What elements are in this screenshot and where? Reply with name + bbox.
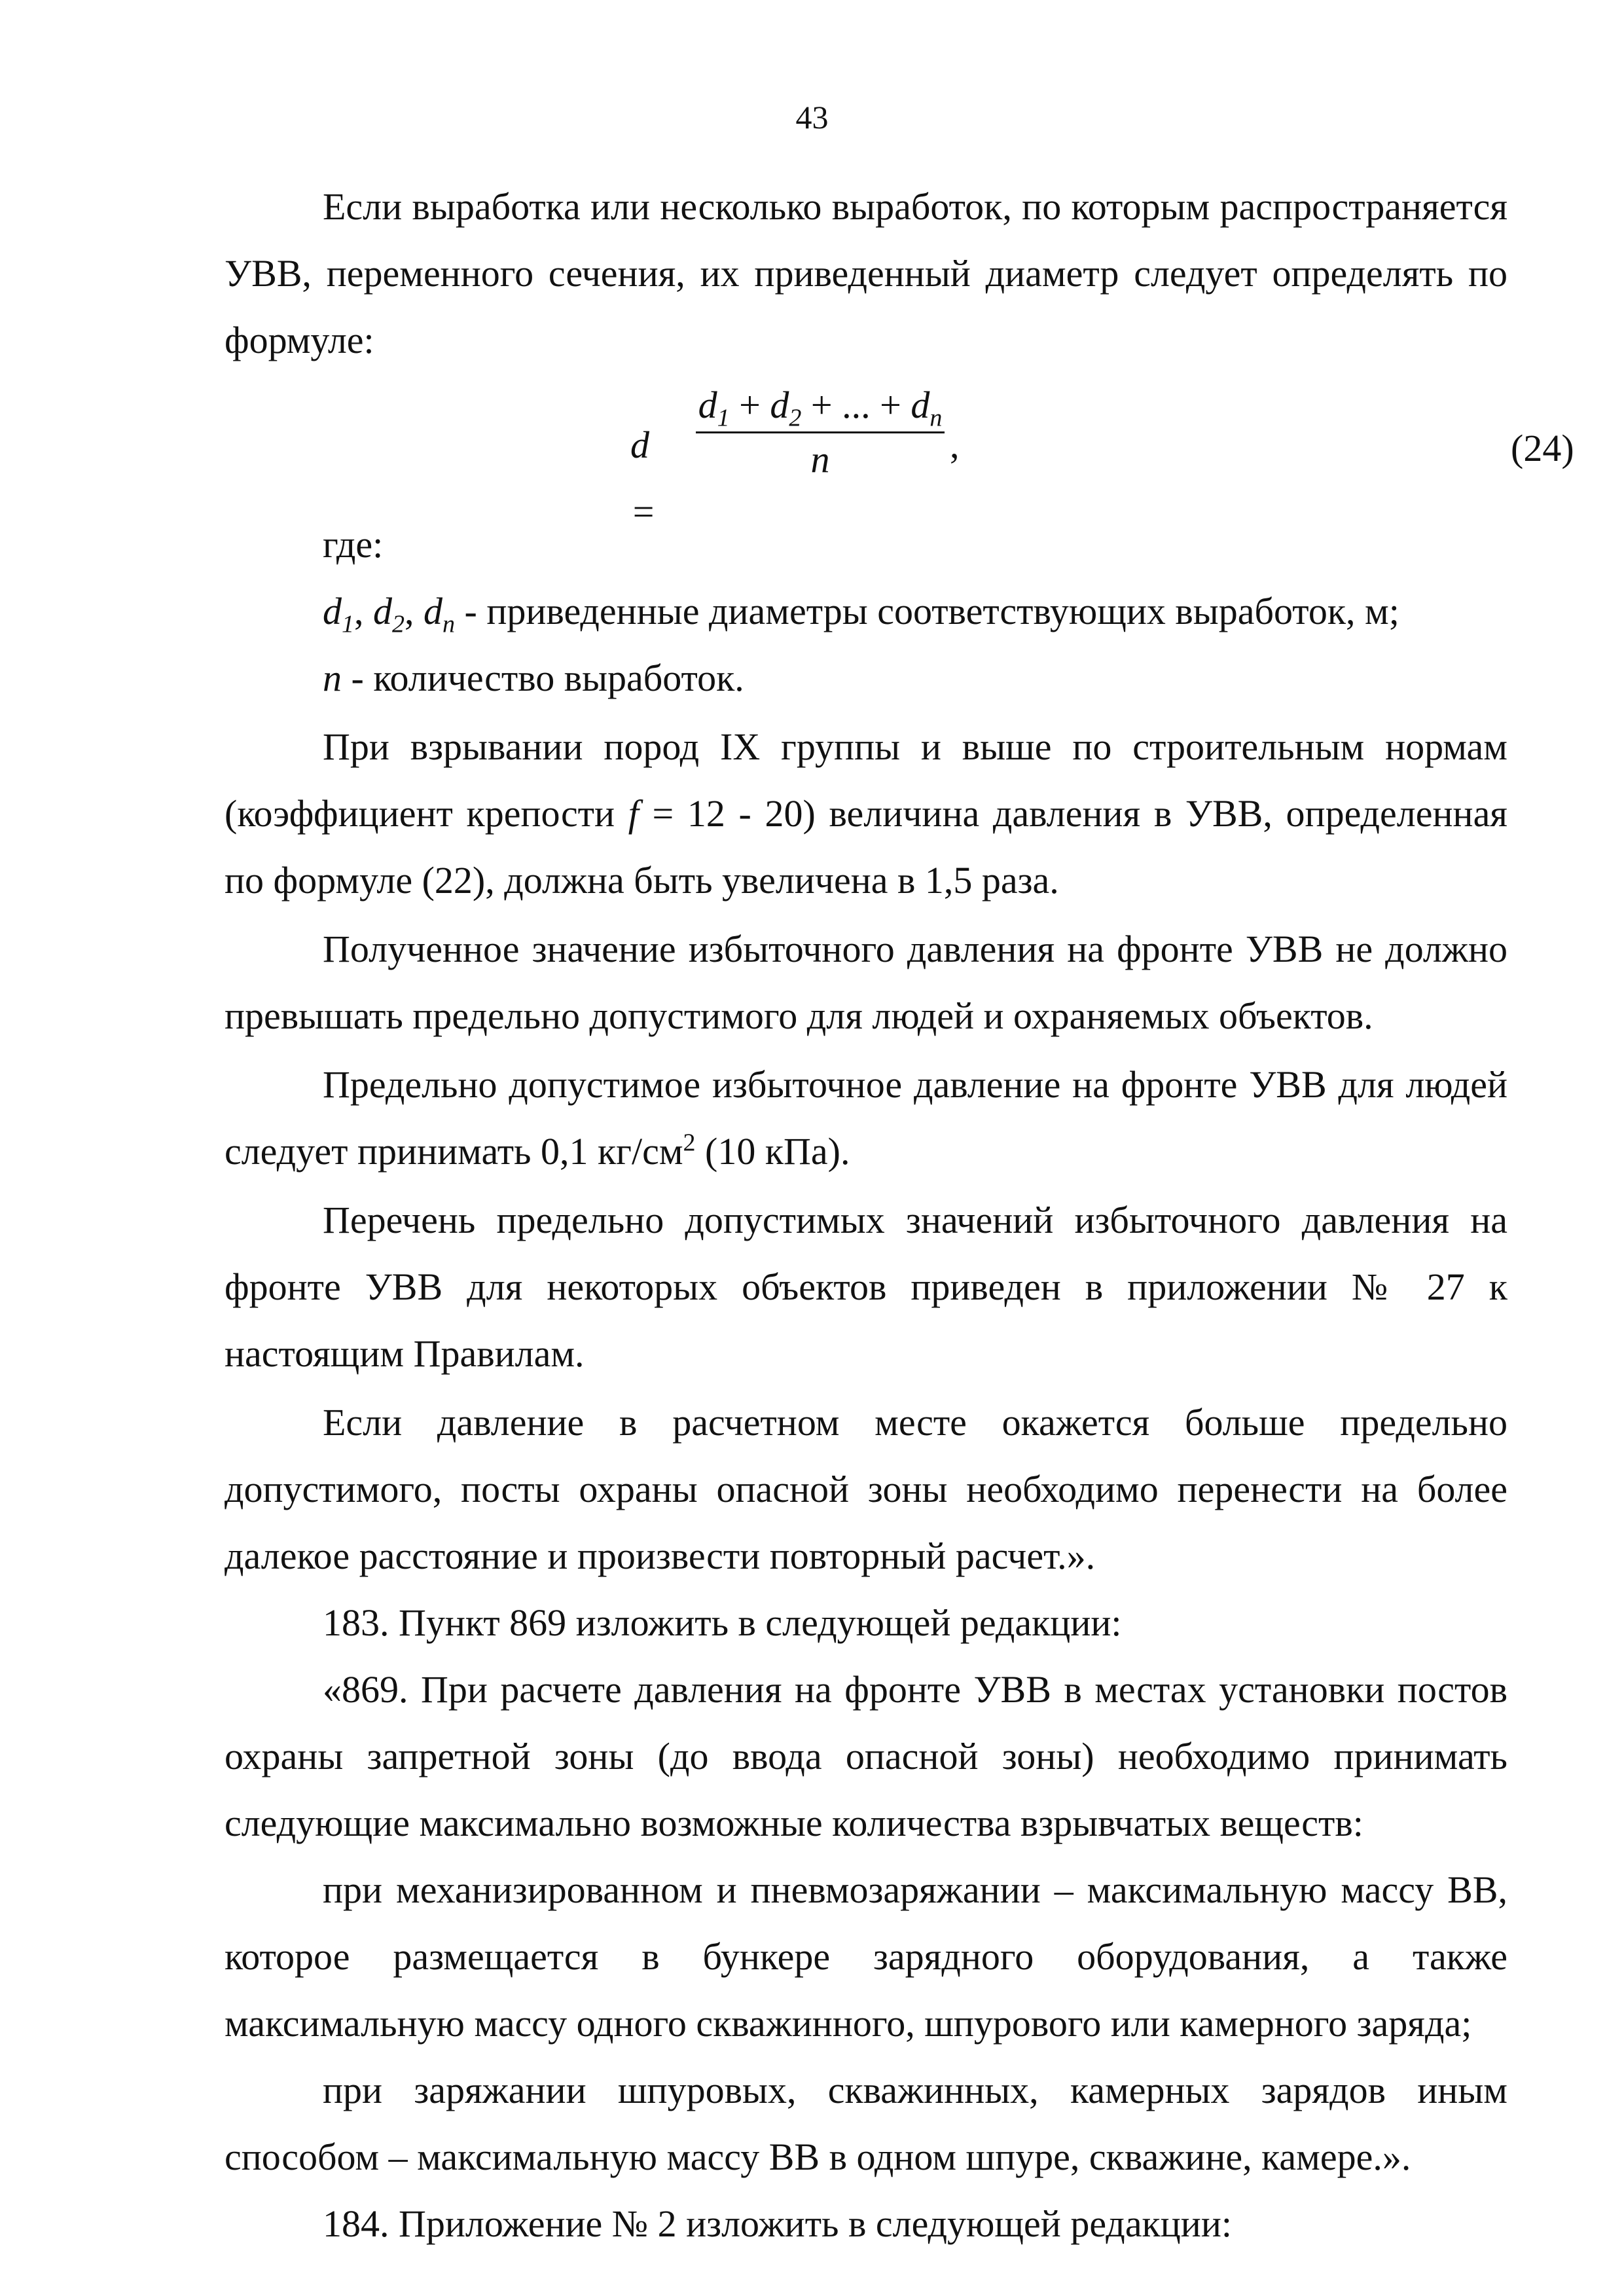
equation-number: (24)	[1511, 427, 1574, 469]
paragraph-item-869: «869. При расчете давления на фронте УВВ в местах установки постов охраны запретной зоны (до ввода опасной зоны) необходимо принимать следующие максимально возможные количества взрывчатых веществ:	[225, 1668, 1507, 1844]
paragraph-permissible-pressure: Предельно допустимое избыточное давление на фронте УВВ для людей следует принимать 0,1 $кг/см^2$ (10 кПа).	[225, 1063, 1507, 1173]
formula-denominator: n	[810, 438, 830, 481]
paragraph-obtained-value: Полученное значение избыточного давления на фронте УВВ не должно превышать предельно допустимого для людей и охраняемых объектов.	[225, 928, 1507, 1037]
formula-numerator: $d_1 + d_2$ + ... + $d_n$	[696, 379, 945, 433]
paragraph-rock-groups: При взрывании пород IX группы и выше по строительным нормам (коэффициент крепости f = 12 - 20) величина давления в УВВ, определенная по формуле (22), должна быть увеличена в 1,5 раза.	[225, 725, 1507, 902]
paragraph-item-183: 183. Пункт 869 изложить в следующей редакции:	[323, 1601, 1122, 1644]
document-body	[225, 173, 1574, 2257]
paragraph-pressure-exceeds: Если давление в расчетном месте окажется больше предельно допустимого, посты охраны опасной зоны необходимо перенести на более далекое расстояние и произвести повторный расчет.».	[225, 1401, 1507, 1577]
definition-diameters: $d_1$, $d_2$, $d_n$ - приведенные диаметры соответствующих выработок, м;	[323, 590, 1399, 638]
formula-lhs: d =	[630, 424, 657, 533]
page-number: 43	[795, 99, 829, 136]
formula-block	[225, 374, 1574, 533]
formula-fraction	[696, 379, 945, 486]
paragraph-intro: Если выработка или несколько выработок, по которым распространяется УВВ, переменного сечения, их приведенный диаметр следует определять по формуле:	[225, 185, 1507, 361]
paragraph-list-values: Перечень предельно допустимых значений избыточного давления на фронте УВВ для некоторых объектов приведен в приложении № 27 к настоящим Правилам.	[225, 1199, 1507, 1375]
definition-count: n - количество выработок.	[323, 657, 744, 699]
paragraph-other-charging: при заряжании шпуровых, скважинных, камерных зарядов иным способом – максимальную массу ВВ в одном шпуре, скважине, камере.».	[225, 2069, 1507, 2178]
paragraph-mechanized-charging: при механизированном и пневмозаряжании – максимальную массу ВВ, которое размещается в бункере зарядного оборудования, а также максимальную массу одного скважинного, шпурового или камерного заряда;	[225, 1868, 1507, 2045]
where-label: где:	[323, 523, 384, 566]
formula-comma: ,	[950, 424, 960, 466]
paragraph-item-184: 184. Приложение № 2 изложить в следующей редакции:	[323, 2202, 1232, 2245]
